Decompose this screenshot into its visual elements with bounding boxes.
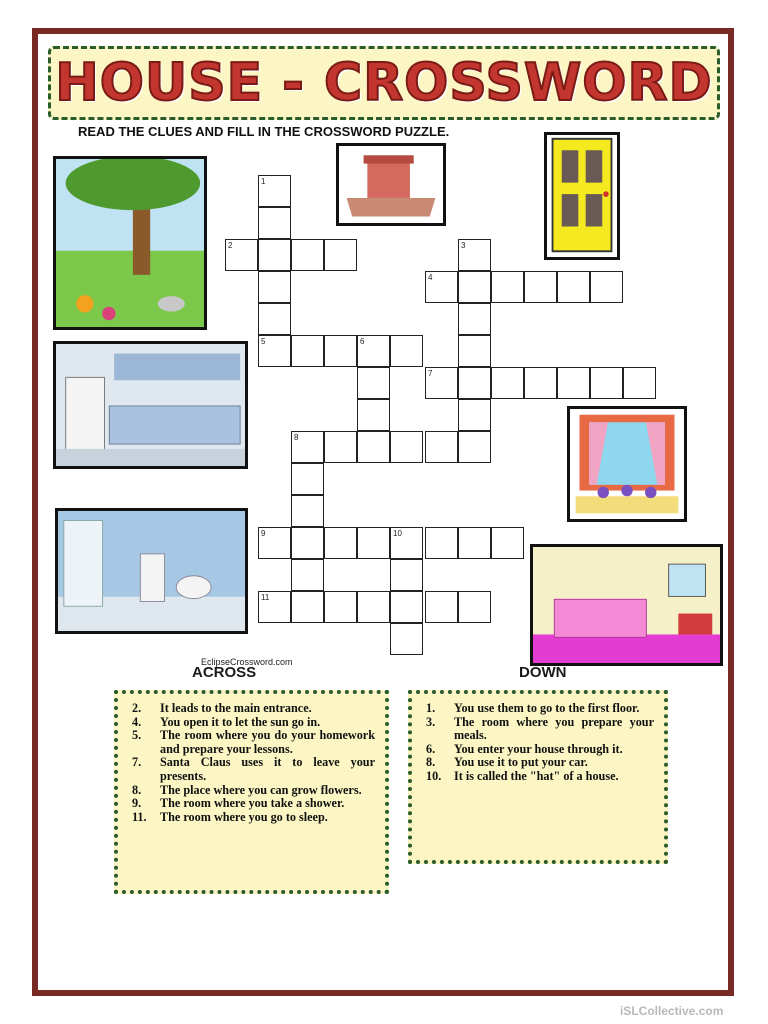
- cell-number: 1: [261, 177, 266, 186]
- clue-text: You use it to put your car.: [454, 755, 588, 770]
- grid-cell[interactable]: [258, 591, 291, 623]
- clue-item: [426, 702, 654, 716]
- grid-cell[interactable]: [258, 527, 291, 559]
- clue-item: [132, 702, 375, 716]
- grid-cell[interactable]: [390, 431, 423, 463]
- grid-cell[interactable]: [590, 367, 623, 399]
- grid-cell[interactable]: [390, 335, 423, 367]
- window-picture: [567, 406, 687, 522]
- grid-cell[interactable]: [291, 431, 324, 463]
- grid-cell[interactable]: [425, 271, 458, 303]
- across-heading: ACROSS: [192, 664, 257, 681]
- cell-number: 6: [360, 337, 365, 346]
- grid-cell[interactable]: [491, 367, 524, 399]
- cell-number: 5: [261, 337, 266, 346]
- cell-number: 2: [228, 241, 233, 250]
- title-banner: [48, 46, 720, 120]
- grid-cell[interactable]: [458, 303, 491, 335]
- grid-cell[interactable]: [425, 367, 458, 399]
- grid-cell[interactable]: [324, 431, 357, 463]
- clue-text: The room where you take a shower.: [160, 796, 345, 811]
- grid-cell[interactable]: [458, 431, 491, 463]
- grid-cell[interactable]: [258, 207, 291, 239]
- grid-cell[interactable]: [291, 239, 324, 271]
- kitchen-picture: [53, 341, 248, 469]
- islcollective-watermark: iSLCollective.com: [620, 1004, 724, 1018]
- cell-number: 4: [428, 273, 433, 282]
- instruction-text: READ THE CLUES AND FILL IN THE CROSSWORD PUZZLE.: [78, 124, 450, 139]
- clue-text: The room where you do your homework and prepare your lessons.: [160, 728, 375, 756]
- grid-cell[interactable]: [425, 527, 458, 559]
- clue-number: 2.: [132, 701, 142, 715]
- clue-text: The place where you can grow flowers.: [160, 782, 362, 797]
- grid-cell[interactable]: [390, 559, 423, 591]
- clue-item: [132, 716, 375, 730]
- cell-number: 10: [393, 529, 402, 538]
- grid-cell[interactable]: [291, 463, 324, 495]
- down-clue-list: [426, 702, 654, 784]
- grid-cell[interactable]: [291, 591, 324, 623]
- clue-text: You open it to let the sun go in.: [160, 714, 321, 729]
- clue-text: Santa Claus uses it to leave your presents.: [160, 755, 375, 783]
- cell-number: 7: [428, 369, 433, 378]
- clue-item: [426, 716, 654, 743]
- down-clues-box: [408, 690, 668, 864]
- clue-number: 6.: [426, 741, 436, 756]
- clue-number: 7.: [132, 755, 142, 770]
- clue-item: [132, 784, 375, 798]
- garden-picture: [53, 156, 207, 330]
- clue-number: 1.: [426, 701, 436, 715]
- grid-cell[interactable]: [291, 559, 324, 591]
- clue-text: It leads to the main entrance.: [160, 701, 312, 715]
- grid-cell[interactable]: [357, 431, 390, 463]
- grid-cell[interactable]: [425, 591, 458, 623]
- clue-item: [426, 770, 654, 784]
- grid-cell[interactable]: [557, 367, 590, 399]
- grid-cell[interactable]: [357, 335, 390, 367]
- grid-cell[interactable]: [324, 335, 357, 367]
- cell-number: 9: [261, 529, 266, 538]
- grid-cell[interactable]: [390, 591, 423, 623]
- clue-item: [132, 797, 375, 811]
- cell-number: 8: [294, 433, 299, 442]
- clue-number: 10.: [426, 768, 442, 783]
- grid-cell[interactable]: [524, 367, 557, 399]
- grid-cell[interactable]: [458, 271, 491, 303]
- grid-cell[interactable]: [390, 527, 423, 559]
- door-picture: [544, 132, 620, 260]
- grid-cell[interactable]: [258, 271, 291, 303]
- page-title: HOUSE - CROSSWORD: [55, 53, 713, 113]
- grid-cell[interactable]: [357, 591, 390, 623]
- grid-cell[interactable]: [357, 367, 390, 399]
- bathroom-picture: [55, 508, 248, 634]
- grid-cell[interactable]: [324, 239, 357, 271]
- grid-cell[interactable]: [357, 527, 390, 559]
- eclipsecrossword-credit: EclipseCrossword.com: [201, 657, 293, 667]
- grid-cell[interactable]: [258, 175, 291, 207]
- clue-item: [426, 743, 654, 757]
- grid-cell[interactable]: [324, 527, 357, 559]
- cell-number: 11: [261, 593, 270, 602]
- grid-cell[interactable]: [491, 271, 524, 303]
- grid-cell[interactable]: [291, 335, 324, 367]
- clue-number: 9.: [132, 796, 142, 811]
- grid-cell[interactable]: [557, 271, 590, 303]
- grid-cell[interactable]: [590, 271, 623, 303]
- grid-cell[interactable]: [491, 527, 524, 559]
- chimney-picture: [336, 143, 446, 226]
- grid-cell[interactable]: [390, 623, 423, 655]
- grid-cell[interactable]: [291, 527, 324, 559]
- clue-number: 11.: [132, 809, 147, 824]
- clue-item: [132, 811, 375, 825]
- clue-text: It is called the "hat" of a house.: [454, 768, 619, 783]
- grid-cell[interactable]: [458, 527, 491, 559]
- grid-cell[interactable]: [225, 239, 258, 271]
- grid-cell[interactable]: [357, 399, 390, 431]
- grid-cell[interactable]: [291, 495, 324, 527]
- grid-cell[interactable]: [324, 591, 357, 623]
- grid-cell[interactable]: [258, 303, 291, 335]
- clue-text: You use them to go to the first floor.: [454, 701, 640, 715]
- clue-number: 3.: [426, 714, 436, 729]
- grid-cell[interactable]: [258, 239, 291, 271]
- clue-text: The room where you go to sleep.: [160, 809, 328, 824]
- bedroom-picture: [530, 544, 723, 666]
- grid-cell[interactable]: [258, 335, 291, 367]
- clue-item: [132, 729, 375, 756]
- cell-number: 3: [461, 241, 466, 250]
- across-clue-list: [132, 702, 375, 824]
- clue-number: 5.: [132, 728, 142, 743]
- clue-number: 8.: [132, 782, 142, 797]
- clue-text: You enter your house through it.: [454, 741, 623, 756]
- across-clues-box: [114, 690, 389, 894]
- clue-item: [426, 756, 654, 770]
- clue-item: [132, 756, 375, 783]
- grid-cell[interactable]: [623, 367, 656, 399]
- grid-cell[interactable]: [458, 335, 491, 367]
- grid-cell[interactable]: [458, 367, 491, 399]
- grid-cell[interactable]: [425, 431, 458, 463]
- clue-text: The room where you prepare your meals.: [454, 714, 654, 743]
- clue-number: 4.: [132, 714, 142, 729]
- grid-cell[interactable]: [524, 271, 557, 303]
- down-heading: DOWN: [519, 664, 567, 681]
- grid-cell[interactable]: [458, 399, 491, 431]
- grid-cell[interactable]: [458, 591, 491, 623]
- clue-number: 8.: [426, 755, 436, 770]
- grid-cell[interactable]: [458, 239, 491, 271]
